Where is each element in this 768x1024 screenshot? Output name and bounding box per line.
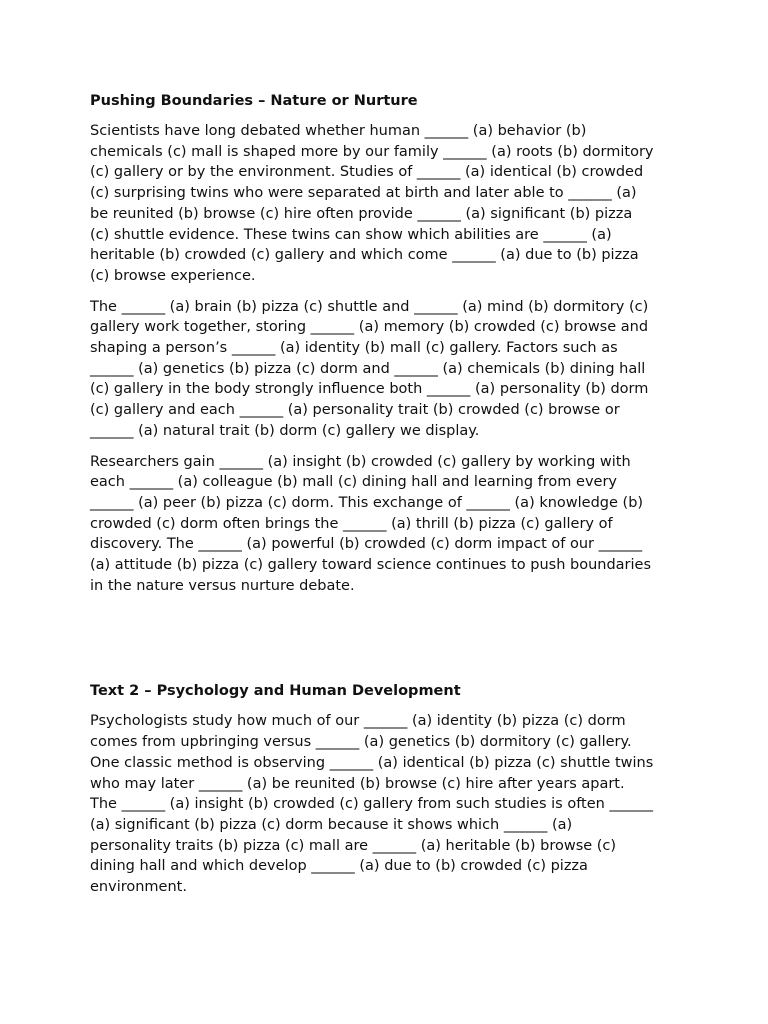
section-spacer — [90, 606, 680, 679]
section-1-paragraph-1: Scientists have long debated whether human ______ (a) behavior (b) chemicals (c) mall is shaped more by our family ______ (a) roots (b) dormitory (c) gallery or by the environment. Studies of ______ (a) identical (b) crowded (c) surprising twins who were separated at birth and later able to ______ (a) be reunited (b) browse (c) hire often provide ______ (a) significant (b) pizza (c) shuttle evidence. These twins can show which abilities are ______ (a) heritable (b) crowded (c) gallery and which come ______ (a) due to (b) pizza (c) browse experience. — [90, 123, 654, 284]
section-1-heading: Pushing Boundaries – Nature or Nurture — [90, 93, 418, 109]
section-2-heading: Text 2 – Psychology and Human Development — [90, 683, 461, 700]
section-2 — [90, 679, 680, 897]
section-2-paragraph-1: Psychologists study how much of our ______ (a) identity (b) pizza (c) dorm comes from upbringing versus ______ (a) genetics (b) dormitory (c) gallery. One classic method is observing ______ (a) identical (b) pizza (c) shuttle twins who may later ______ (a) be reunited (b) browse (c) hire after years apart. The ______ (a) insight (b) crowded (c) gallery from such studies is often ______ (a) significant (b) pizza (c) dorm because it shows which ______ (a) personality traits (b) pizza (c) mall are ______ (a) heritable (b) browse (c) dining hall and which develop ______ (a) due to (b) crowded (c) pizza environment. — [90, 713, 654, 896]
section-1-paragraph-3: Researchers gain ______ (a) insight (b) crowded (c) gallery by working with each ______ (a) colleague (b) mall (c) dining hall and learning from every ______ (a) peer (b) pizza (c) dorm. This exchange of ______ (a) knowledge (b) crowded (c) dorm often brings the ______ (a) thrill (b) pizza (c) gallery of discovery. The ______ (a) powerful (b) crowded (c) dorm impact of our ______ (a) attitude (b) pizza (c) gallery toward science continues to push boundaries in the nature versus nurture debate. — [90, 453, 652, 594]
document-page — [90, 89, 680, 908]
section-1 — [90, 89, 680, 596]
section-1-paragraph-2: The ______ (a) brain (b) pizza (c) shuttle and ______ (a) mind (b) dormitory (c) gallery work together, storing ______ (a) memory (b) crowded (c) browse and shaping a person’s ______ (a) identity (b) mall (c) gallery. Factors such as ______ (a) genetics (b) pizza (c) dorm and ______ (a) chemicals (b) dining hall (c) gallery in the body strongly influence both ______ (a) personality (b) dorm (c) gallery and each ______ (a) personality trait (b) crowded (c) browse or ______ (a) natural trait (b) dorm (c) gallery we display. — [90, 298, 649, 439]
